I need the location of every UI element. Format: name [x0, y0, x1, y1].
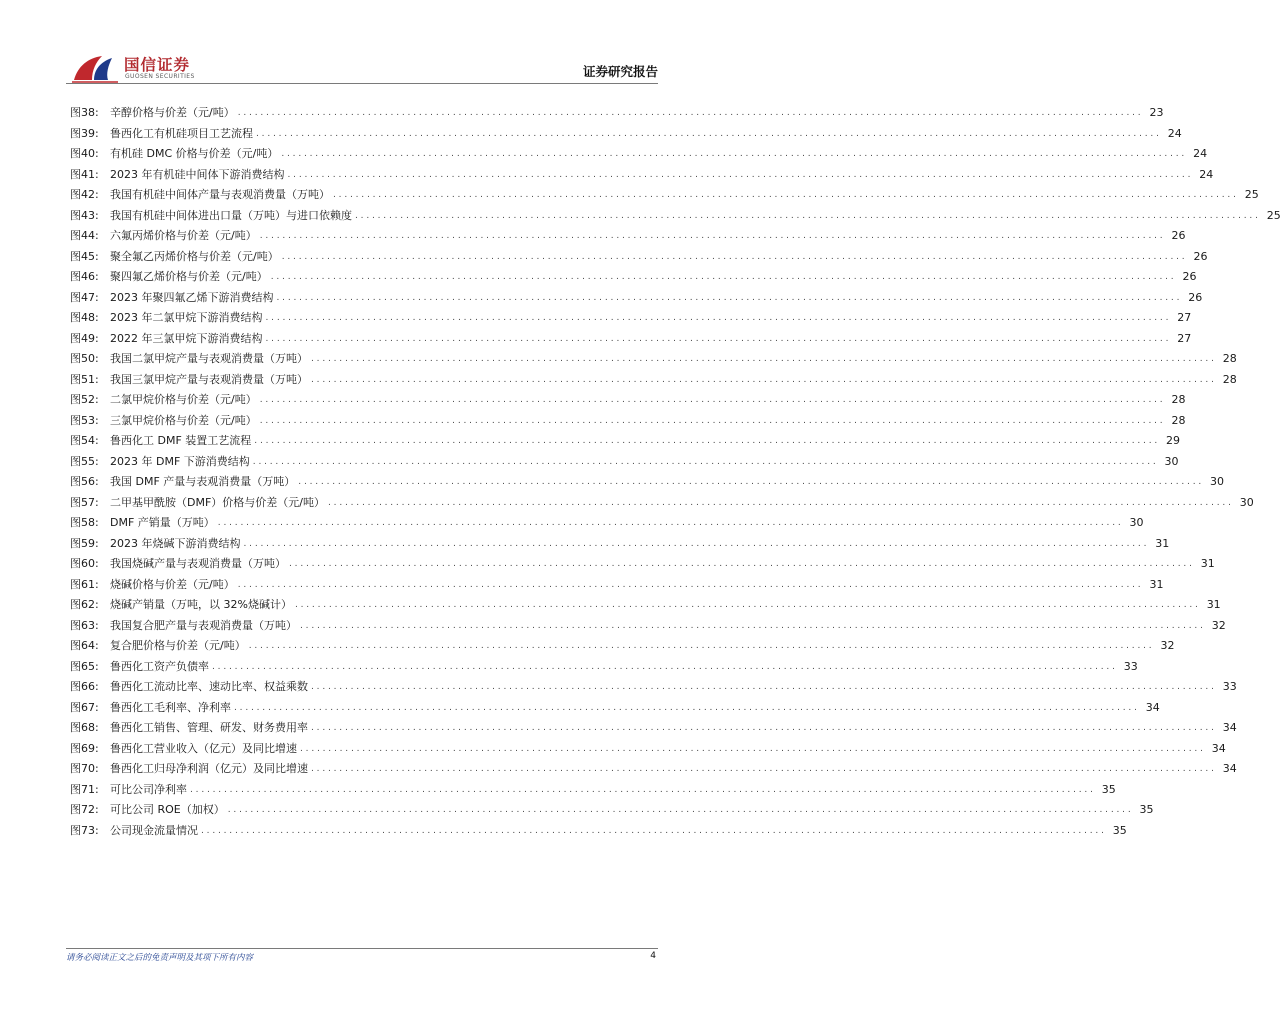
toc-page-number: 35: [1139, 803, 1154, 816]
toc-figure-title: 2022 年三氯甲烷下游消费结构: [110, 331, 263, 345]
toc-figure-number: 图62:: [70, 598, 99, 611]
toc-dot-leader: ................................................................................................................................................................: [270, 272, 1177, 282]
toc-page-number: 25: [1244, 188, 1259, 201]
toc-figure-number: 图40:: [70, 147, 99, 160]
toc-entry[interactable]: [70, 370, 1237, 391]
toc-figure-number: 图57:: [70, 495, 99, 509]
toc-figure-title: 二氯甲烷价格与价差（元/吨）: [110, 393, 257, 406]
toc-figure-number: 图47:: [70, 290, 99, 304]
toc-page-number: 30: [1210, 475, 1225, 488]
toc-entry[interactable]: [70, 349, 1237, 370]
toc-figure-title: 我国三氯甲烷产量与表观消费量（万吨）: [110, 372, 308, 386]
toc-page-number: 26: [1188, 290, 1203, 304]
toc-entry[interactable]: [70, 698, 1160, 719]
page-header: [0, 0, 724, 90]
toc-dot-leader: ................................................................................................................................................................: [300, 743, 1206, 754]
toc-figure-number: 图39:: [70, 126, 99, 140]
toc-figure-title: 有机硅 DMC 价格与价差（元/吨）: [110, 147, 279, 160]
toc-dot-leader: ................................................................................................................................................................: [328, 497, 1234, 508]
toc-dot-leader: ................................................................................................................................................................: [355, 210, 1261, 221]
toc-entry[interactable]: [70, 206, 1281, 227]
figure-list: [70, 103, 1281, 841]
toc-entry[interactable]: [70, 144, 1208, 165]
toc-entry[interactable]: [70, 390, 1186, 411]
toc-entry[interactable]: [70, 165, 1214, 186]
toc-figure-title: 我国有机硅中间体进出口量（万吨）与进口依赖度: [110, 208, 352, 222]
logo-chinese-name: 国信证券: [124, 56, 191, 74]
toc-figure-title: 二甲基甲酰胺（DMF）价格与价差（元/吨）: [110, 495, 325, 509]
toc-dot-leader: ................................................................................................................................................................: [201, 825, 1107, 836]
toc-figure-number: 图65:: [70, 659, 99, 673]
toc-entry[interactable]: [70, 329, 1192, 350]
toc-dot-leader: ................................................................................................................................................................: [298, 477, 1205, 487]
toc-figure-title: 烧碱价格与价差（元/吨）: [110, 577, 235, 591]
toc-page-number: 29: [1166, 434, 1181, 447]
toc-figure-number: 图73:: [70, 823, 99, 837]
toc-entry[interactable]: [70, 575, 1164, 596]
toc-figure-number: 图42:: [70, 188, 99, 201]
toc-dot-leader: ................................................................................................................................................................: [190, 784, 1096, 795]
toc-page-number: 31: [1155, 536, 1170, 550]
toc-figure-number: 图49:: [70, 331, 99, 345]
toc-figure-number: 图54:: [70, 434, 99, 447]
toc-page-number: 28: [1222, 372, 1237, 386]
toc-figure-title: 2023 年 DMF 下游消费结构: [110, 454, 250, 468]
toc-page-number: 30: [1239, 495, 1254, 509]
toc-page-number: 34: [1222, 721, 1237, 734]
toc-figure-number: 图67:: [70, 700, 99, 714]
toc-figure-number: 图44:: [70, 229, 99, 242]
report-type-label: 证券研究报告: [582, 64, 658, 79]
toc-page-number: 33: [1123, 659, 1138, 673]
toc-entry[interactable]: [70, 513, 1144, 534]
toc-entry[interactable]: [70, 759, 1237, 780]
header-divider: [66, 83, 658, 84]
toc-figure-title: 我国有机硅中间体产量与表观消费量（万吨）: [110, 188, 330, 201]
toc-figure-title: 鲁西化工销售、管理、研发、财务费用率: [110, 721, 308, 734]
toc-dot-leader: ................................................................................................................................................................: [300, 620, 1206, 631]
toc-page-number: 35: [1112, 823, 1127, 837]
toc-dot-leader: ................................................................................................................................................................: [265, 333, 1172, 344]
toc-page-number: 32: [1211, 618, 1226, 632]
toc-dot-leader: ................................................................................................................................................................: [259, 231, 1166, 241]
toc-figure-title: 六氟丙烯价格与价差（元/吨）: [110, 229, 257, 242]
toc-entry[interactable]: [70, 226, 1186, 247]
toc-figure-number: 图66:: [70, 680, 99, 693]
toc-entry[interactable]: [70, 739, 1226, 760]
logo-english-name: GUOSEN SECURITIES: [125, 73, 195, 80]
toc-page-number: 30: [1164, 454, 1179, 468]
toc-dot-leader: ................................................................................................................................................................: [287, 169, 1194, 180]
toc-figure-title: 公司现金流量情况: [110, 823, 198, 837]
toc-entry[interactable]: [70, 411, 1186, 432]
toc-figure-number: 图69:: [70, 741, 99, 755]
toc-page-number: 25: [1266, 208, 1281, 222]
toc-figure-number: 图48:: [70, 311, 99, 324]
toc-page-number: 28: [1171, 413, 1186, 427]
toc-figure-number: 图55:: [70, 454, 99, 468]
toc-figure-number: 图68:: [70, 721, 99, 734]
toc-page-number: 31: [1206, 598, 1221, 611]
toc-page-number: 28: [1222, 352, 1237, 365]
toc-figure-title: 鲁西化工 DMF 装置工艺流程: [110, 434, 252, 447]
toc-figure-title: 2023 年有机硅中间体下游消费结构: [110, 167, 285, 181]
toc-dot-leader: ................................................................................................................................................................: [281, 251, 1188, 262]
toc-entry[interactable]: [70, 616, 1226, 637]
toc-entry[interactable]: [70, 103, 1164, 124]
disclaimer-text: 请务必阅读正文之后的免责声明及其项下所有内容: [66, 953, 254, 963]
toc-figure-number: 图61:: [70, 577, 99, 591]
toc-dot-leader: ................................................................................................................................................................: [227, 805, 1134, 815]
toc-dot-leader: ................................................................................................................................................................: [311, 682, 1217, 692]
toc-dot-leader: ................................................................................................................................................................: [333, 190, 1239, 200]
toc-page-number: 34: [1211, 741, 1226, 755]
toc-entry[interactable]: [70, 493, 1254, 514]
toc-entry[interactable]: [70, 185, 1259, 206]
toc-figure-number: 图50:: [70, 352, 99, 365]
toc-figure-number: 图56:: [70, 475, 99, 488]
toc-figure-number: 图72:: [70, 803, 99, 816]
toc-figure-number: 图51:: [70, 372, 99, 386]
toc-page-number: 31: [1149, 577, 1164, 591]
toc-dot-leader: ................................................................................................................................................................: [311, 723, 1217, 733]
toc-dot-leader: ................................................................................................................................................................: [248, 641, 1155, 651]
toc-figure-number: 图53:: [70, 413, 99, 427]
toc-entry[interactable]: [70, 800, 1154, 821]
toc-figure-number: 图43:: [70, 208, 99, 222]
toc-entry[interactable]: [70, 718, 1237, 739]
guosen-emblem-icon: [72, 52, 120, 84]
toc-entry[interactable]: [70, 288, 1203, 309]
toc-dot-leader: ................................................................................................................................................................: [311, 764, 1217, 774]
page-number: 4: [650, 951, 656, 961]
toc-figure-number: 图63:: [70, 618, 99, 632]
toc-dot-leader: ................................................................................................................................................................: [281, 149, 1188, 159]
toc-figure-number: 图58:: [70, 516, 99, 529]
toc-page-number: 27: [1177, 331, 1192, 345]
footer-divider: [66, 948, 658, 949]
toc-entry[interactable]: [70, 452, 1179, 473]
toc-figure-title: 我国烧碱产量与表观消费量（万吨）: [110, 557, 286, 570]
toc-figure-title: 我国 DMF 产量与表观消费量（万吨）: [110, 475, 296, 488]
toc-figure-number: 图41:: [70, 167, 99, 181]
toc-figure-number: 图70:: [70, 762, 99, 775]
toc-page-number: 33: [1222, 680, 1237, 693]
guosen-logo: [72, 52, 212, 86]
toc-entry[interactable]: [70, 657, 1138, 678]
toc-entry[interactable]: [70, 308, 1192, 329]
toc-entry[interactable]: [70, 431, 1181, 452]
toc-dot-leader: ................................................................................................................................................................: [259, 415, 1166, 426]
toc-dot-leader: ................................................................................................................................................................: [294, 600, 1201, 610]
toc-figure-number: 图71:: [70, 782, 99, 796]
toc-figure-number: 图64:: [70, 639, 99, 652]
toc-dot-leader: ................................................................................................................................................................: [252, 456, 1159, 467]
toc-figure-number: 图46:: [70, 270, 99, 283]
toc-page-number: 30: [1129, 516, 1144, 529]
toc-dot-leader: ................................................................................................................................................................: [311, 354, 1217, 364]
toc-figure-title: 鲁西化工归母净利润（亿元）及同比增速: [110, 762, 308, 775]
toc-figure-title: 2023 年聚四氟乙烯下游消费结构: [110, 290, 274, 304]
toc-dot-leader: ................................................................................................................................................................: [237, 579, 1144, 590]
toc-figure-number: 图38:: [70, 106, 99, 119]
toc-entry[interactable]: [70, 821, 1127, 842]
toc-figure-number: 图59:: [70, 536, 99, 550]
toc-figure-title: 鲁西化工流动比率、速动比率、权益乘数: [110, 680, 308, 693]
toc-figure-number: 图45:: [70, 249, 99, 263]
toc-entry[interactable]: [70, 554, 1215, 575]
toc-dot-leader: ................................................................................................................................................................: [265, 313, 1172, 323]
toc-page-number: 31: [1200, 557, 1215, 570]
toc-page-number: 24: [1199, 167, 1214, 181]
toc-page-number: 23: [1149, 106, 1164, 119]
toc-dot-leader: ................................................................................................................................................................: [254, 436, 1161, 446]
toc-figure-title: 我国复合肥产量与表观消费量（万吨）: [110, 618, 297, 632]
toc-entry[interactable]: [70, 636, 1175, 657]
toc-dot-leader: ................................................................................................................................................................: [237, 108, 1144, 118]
toc-figure-title: 可比公司净利率: [110, 782, 187, 796]
toc-entry[interactable]: [70, 247, 1208, 268]
toc-dot-leader: ................................................................................................................................................................: [276, 292, 1183, 303]
toc-entry[interactable]: [70, 472, 1225, 493]
toc-figure-title: 鲁西化工资产负债率: [110, 659, 209, 673]
toc-dot-leader: ................................................................................................................................................................: [212, 661, 1118, 672]
toc-page-number: 26: [1171, 229, 1186, 242]
toc-page-number: 35: [1101, 782, 1116, 796]
toc-page-number: 24: [1193, 147, 1208, 160]
toc-figure-number: 图60:: [70, 557, 99, 570]
toc-page-number: 28: [1171, 393, 1186, 406]
toc-figure-title: 三氯甲烷价格与价差（元/吨）: [110, 413, 257, 427]
toc-figure-title: 鲁西化工有机硅项目工艺流程: [110, 126, 253, 140]
toc-entry[interactable]: [70, 595, 1221, 616]
toc-figure-title: 我国二氯甲烷产量与表观消费量（万吨）: [110, 352, 308, 365]
toc-entry[interactable]: [70, 677, 1237, 698]
toc-dot-leader: ................................................................................................................................................................: [311, 374, 1217, 385]
toc-page-number: 26: [1182, 270, 1197, 283]
toc-dot-leader: ................................................................................................................................................................: [234, 702, 1140, 713]
toc-dot-leader: ................................................................................................................................................................: [243, 538, 1150, 549]
toc-dot-leader: ................................................................................................................................................................: [289, 559, 1195, 569]
toc-page-number: 34: [1145, 700, 1160, 714]
toc-page-number: 34: [1222, 762, 1237, 775]
toc-figure-title: DMF 产销量（万吨）: [110, 516, 215, 529]
toc-figure-title: 辛醇价格与价差（元/吨）: [110, 106, 235, 119]
toc-dot-leader: ................................................................................................................................................................: [256, 128, 1162, 139]
toc-dot-leader: ................................................................................................................................................................: [217, 518, 1124, 528]
toc-page-number: 27: [1177, 311, 1192, 324]
toc-entry[interactable]: [70, 534, 1170, 555]
toc-page-number: 24: [1167, 126, 1182, 140]
toc-figure-title: 2023 年二氯甲烷下游消费结构: [110, 311, 263, 324]
toc-figure-title: 鲁西化工营业收入（亿元）及同比增速: [110, 741, 297, 755]
toc-figure-title: 鲁西化工毛利率、净利率: [110, 700, 231, 714]
toc-figure-title: 复合肥价格与价差（元/吨）: [110, 639, 246, 652]
toc-figure-title: 2023 年烧碱下游消费结构: [110, 536, 241, 550]
toc-figure-title: 烧碱产销量（万吨，以 32%烧碱计）: [110, 598, 292, 611]
toc-entry[interactable]: [70, 780, 1116, 801]
toc-page-number: 26: [1193, 249, 1208, 263]
toc-page-number: 32: [1160, 639, 1175, 652]
toc-figure-title: 聚全氟乙丙烯价格与价差（元/吨）: [110, 249, 279, 263]
toc-entry[interactable]: [70, 124, 1182, 145]
toc-figure-title: 可比公司 ROE（加权）: [110, 803, 225, 816]
toc-dot-leader: ................................................................................................................................................................: [259, 395, 1166, 405]
toc-figure-number: 图52:: [70, 393, 99, 406]
toc-figure-title: 聚四氟乙烯价格与价差（元/吨）: [110, 270, 268, 283]
toc-entry[interactable]: [70, 267, 1197, 288]
